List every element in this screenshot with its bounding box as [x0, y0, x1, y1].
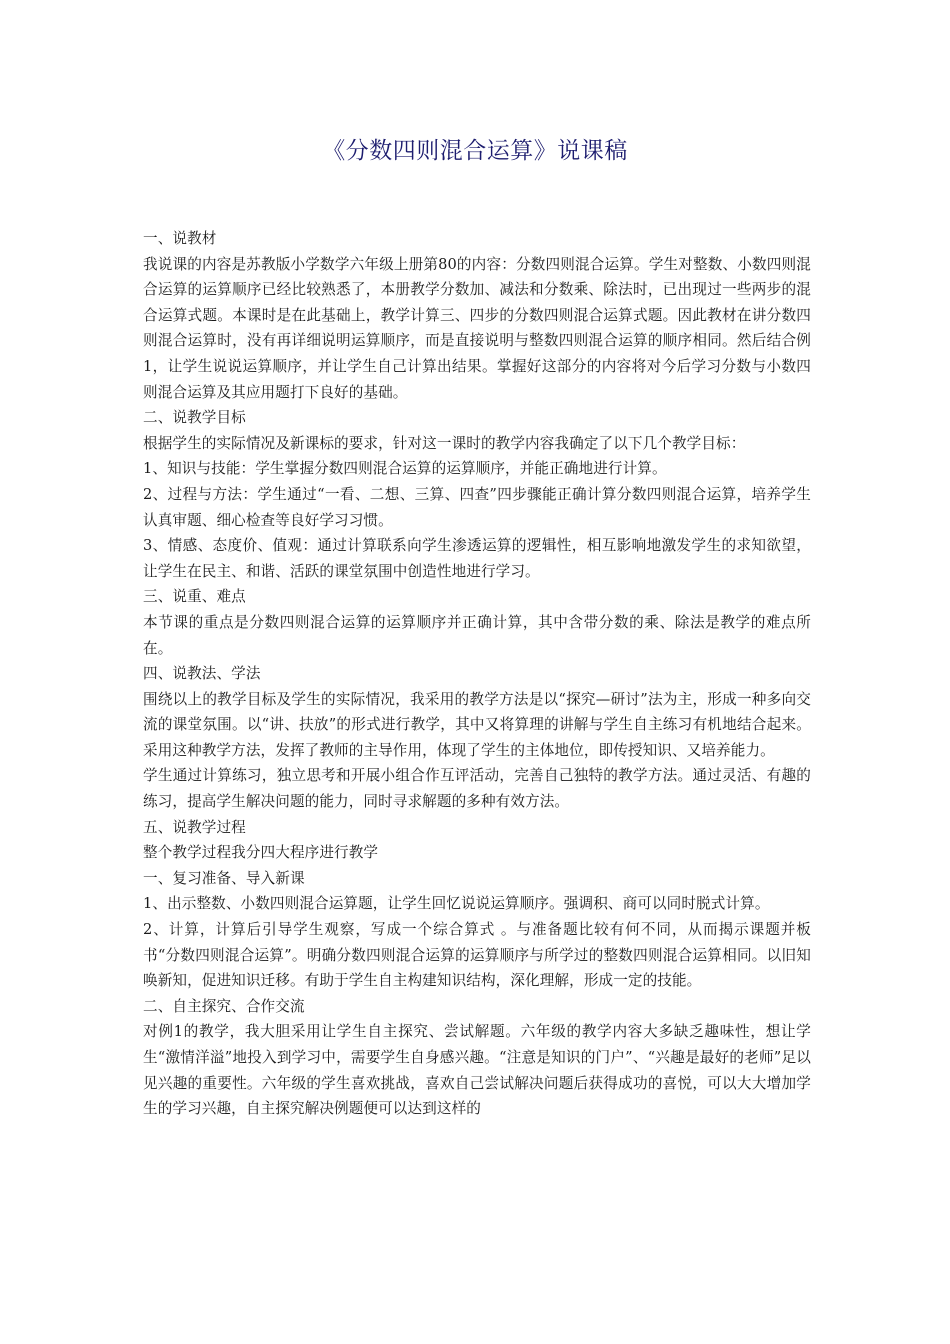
subsection-heading: 一、复习准备、导入新课 — [143, 869, 305, 887]
paragraph: 学生通过计算练习，独立思考和开展小组合作互评活动，完善自己独特的教学方法。通过灵活、有趣的练习，提高学生解决问题的能力，同时寻求解题的多种有效方法。 — [143, 767, 811, 811]
paragraph: 1、出示整数、小数四则混合运算题，让学生回忆说说运算顺序。强调积、商可以同时脱式计算。 — [143, 895, 770, 913]
section-heading: 三、说重、难点 — [143, 588, 246, 606]
paragraph: 对例1的教学，我大胆采用让学生自主探究、尝试解题。六年级的教学内容大多缺乏趣味性，想让学生“激情洋溢”地投入到学习中，需要学生自身感兴趣。“注意是知识的门户”、“兴趣是最好的老师”足以见兴趣的重要性。六年级的学生喜欢挑战，喜欢自己尝试解决问题后获得成功的喜悦，可以大大增加学生的学习兴趣，自主探究解决例题便可以达到这样的 — [143, 1023, 811, 1118]
document-body — [143, 226, 811, 1122]
section-heading: 二、说教学目标 — [143, 409, 246, 427]
paragraph: 根据学生的实际情况及新课标的要求，针对这一课时的教学内容我确定了以下几个教学目标： — [143, 434, 746, 452]
paragraph: 围绕以上的教学目标及学生的实际情况，我采用的教学方法是以“探究—研讨”法为主，形成一种多向交流的课堂氛围。以“讲、扶放”的形式进行教学，其中又将算理的讲解与学生自主练习有机地结合起来。采用这种教学方法，发挥了教师的主导作用，体现了学生的主体地位，即传授知识、又培养能力。 — [143, 690, 811, 759]
paragraph: 我说课的内容是苏教版小学数学六年级上册第80的内容：分数四则混合运算。学生对整数、小数四则混合运算的运算顺序已经比较熟悉了，本册教学分数加、减法和分数乘、除法时，已出现过一些两步的混合运算式题。本课时是在此基础上，教学计算三、四步的分数四则混合运算式题。因此教材在讲分数四则混合运算时，没有再详细说明运算顺序，而是直接说明与整数四则混合运算的顺序相同。然后结合例1，让学生说说运算顺序，并让学生自己计算出结果。掌握好这部分的内容将对今后学习分数与小数四则混合运算及其应用题打下良好的基础。 — [143, 255, 811, 401]
document-title: 《分数四则混合运算》说课稿 — [322, 138, 628, 164]
paragraph: 本节课的重点是分数四则混合运算的运算顺序并正确计算，其中含带分数的乘、除法是教学的难点所在。 — [143, 613, 811, 657]
subsection-heading: 二、自主探究、合作交流 — [143, 997, 305, 1015]
paragraph: 整个教学过程我分四大程序进行教学 — [143, 844, 379, 862]
section-heading: 四、说教法、学法 — [143, 665, 261, 683]
section-heading: 一、说教材 — [143, 230, 217, 247]
paragraph: 3、情感、态度价、值观：通过计算联系向学生渗透运算的逻辑性，相互影响地激发学生的求知欲望，让学生在民主、和谐、活跃的课堂氛围中创造性地进行学习。 — [143, 537, 811, 580]
paragraph: 2、计算，计算后引导学生观察，写成一个综合算式 。与准备题比较有何不同，从而揭示课题并板书“分数四则混合运算”。明确分数四则混合运算的运算顺序与所学过的整数四则混合运算相同。以旧知唤新知，促进知识迁移。有助于学生自主构建知识结构，深化理解，形成一定的技能。 — [143, 921, 811, 990]
section-heading: 五、说教学过程 — [143, 818, 246, 836]
paragraph: 1、知识与技能：学生掌握分数四则混合运算的运算顺序，并能正确地进行计算。 — [143, 460, 667, 478]
paragraph: 2、过程与方法：学生通过“一看、二想、三算、四查”四步骤能正确计算分数四则混合运算，培养学生认真审题、细心检查等良好学习习惯。 — [143, 485, 811, 529]
